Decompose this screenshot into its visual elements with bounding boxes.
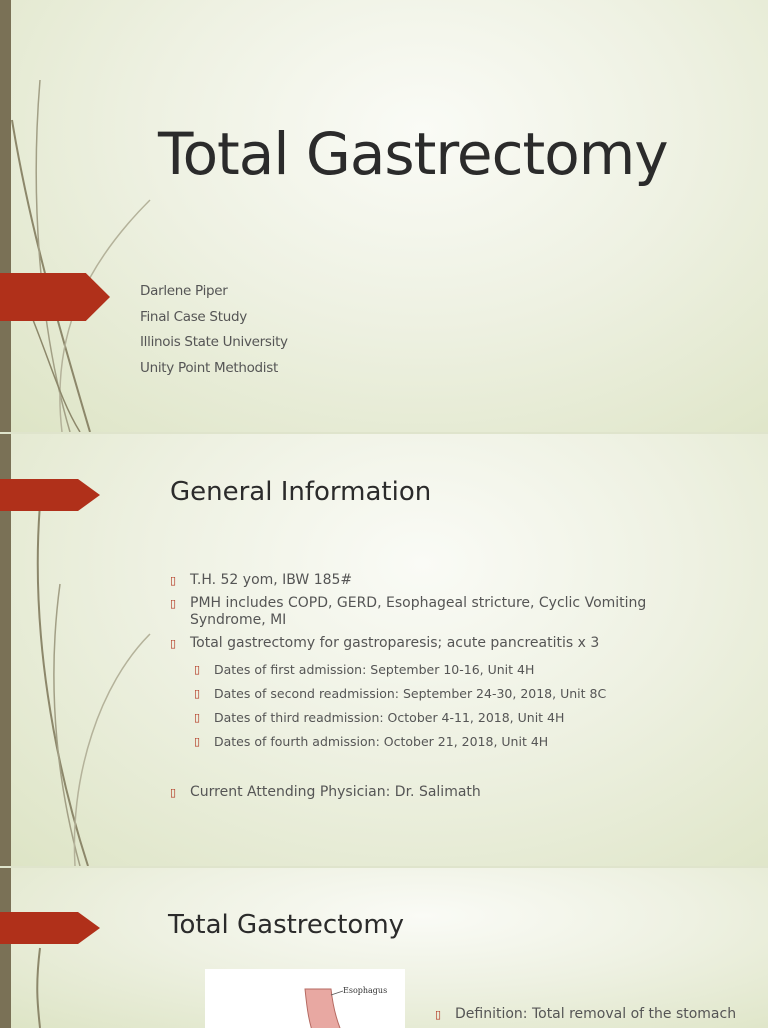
general-information-slide	[0, 434, 768, 866]
list-item: ▯ Definition: Total removal of the stomach	[435, 1006, 737, 1022]
study-type: Final Case Study	[140, 308, 247, 325]
bullet-icon: ▯	[435, 1008, 442, 1021]
list-item: ▯ Dates of third readmission: October 4-11, 2018, Unit 4H	[194, 710, 565, 725]
author-details	[140, 279, 288, 381]
list-item: ▯ Dates of second readmission: September 24-30, 2018, Unit 8C	[194, 686, 607, 701]
bullet-list	[170, 572, 690, 801]
presentation-title: Total Gastrectomy	[158, 120, 668, 188]
total-gastrectomy-slide	[0, 868, 768, 1028]
bullet-icon: ▯	[194, 687, 201, 700]
list-item: ▯ Dates of first admission: September 10-16, Unit 4H	[194, 662, 535, 677]
bullet-icon: ▯	[194, 735, 201, 748]
slide-heading: General Information	[170, 477, 432, 507]
decorative-vines	[0, 0, 768, 432]
list-item: ▯ Current Attending Physician: Dr. Salimath	[170, 784, 481, 800]
bullet-icon: ▯	[170, 637, 177, 650]
bullet-icon: ▯	[170, 786, 177, 799]
slide-heading: Total Gastrectomy	[168, 910, 405, 940]
bullet-icon: ▯	[194, 711, 201, 724]
university: Illinois State University	[140, 334, 288, 350]
title-slide	[0, 0, 768, 432]
list-item: ▯ Total gastrectomy for gastroparesis; acute pancreatitis x 3	[170, 635, 600, 651]
bullet-icon: ▯	[170, 574, 177, 587]
esophagus-label: Esophagus	[343, 986, 388, 995]
list-item: ▯ PMH includes COPD, GERD, Esophageal stricture, Cyclic Vomiting Syndrome, MI	[170, 595, 647, 628]
bullet-list	[435, 1006, 755, 1023]
list-item: ▯ Dates of fourth admission: October 21, 2018, Unit 4H	[194, 734, 549, 749]
stomach-diagram-image	[205, 969, 405, 1028]
author-name: Darlene Piper	[140, 283, 228, 299]
esophagus-illustration	[205, 969, 405, 1028]
hospital: Unity Point Methodist	[140, 359, 278, 376]
list-item: ▯ T.H. 52 yom, IBW 185#	[170, 572, 353, 588]
bullet-icon: ▯	[194, 663, 201, 676]
bullet-icon: ▯	[170, 597, 177, 610]
